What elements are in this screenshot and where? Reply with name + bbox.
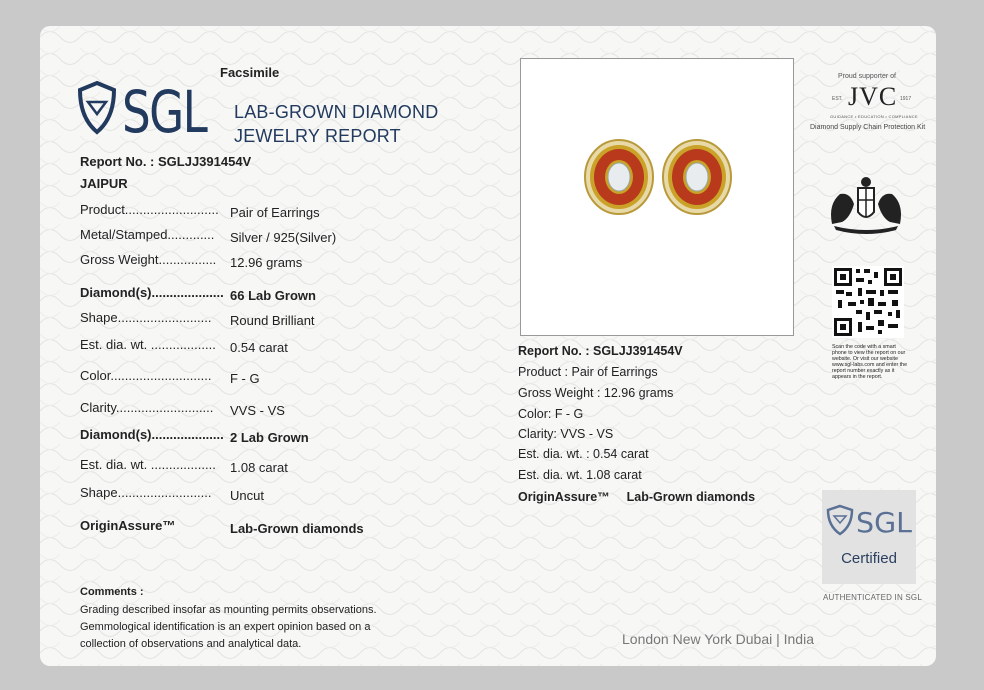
detail-row <box>80 368 260 386</box>
detail-value: 0.54 carat <box>230 340 288 355</box>
detail-label: Clarity........................... <box>80 400 214 415</box>
facsimile-label: Facsimile <box>220 65 280 80</box>
detail-value: Round Brilliant <box>230 313 315 328</box>
detail-row <box>80 485 264 503</box>
jvc-logo: JVC <box>848 82 898 111</box>
detail-label: Color............................ <box>80 368 212 383</box>
detail-label: Est. dia. wt. .................. <box>80 457 216 472</box>
report-title-line2: JEWELRY REPORT <box>234 126 401 146</box>
jvc-est: EST. <box>832 96 843 102</box>
detail-label: Gross Weight................ <box>80 252 217 267</box>
comments-line: Grading described insofar as mounting permits observations. <box>80 604 377 616</box>
coat-of-arms-icon <box>820 174 912 236</box>
detail-row <box>80 202 320 220</box>
authenticated-text: AUTHENTICATED IN SGL <box>823 593 922 602</box>
certified-badge <box>822 490 916 584</box>
certified-label: Certified <box>841 550 897 567</box>
detail-label: Diamond(s).................... <box>80 427 224 442</box>
comments-line: Gemmological identification is an expert opinion based on a <box>80 621 371 633</box>
jvc-year: 1917 <box>900 96 912 102</box>
summary-report-number: Report No. : SGLJJ391454V <box>518 344 683 358</box>
detail-value: Lab-Grown diamonds <box>230 521 364 536</box>
detail-row <box>80 427 309 445</box>
summary-origin-value: Lab-Grown diamonds <box>626 490 756 504</box>
comments-text <box>80 602 420 653</box>
jvc-kit-text: Diamond Supply Chain Protection Kit <box>810 124 926 131</box>
summary-origin-label: OriginAssure™ <box>518 490 610 504</box>
detail-value: 12.96 grams <box>230 255 303 270</box>
report-card <box>40 26 936 666</box>
summary-product: Product : Pair of Earrings <box>518 365 658 379</box>
office-locations: London New York Dubai | India <box>622 631 814 647</box>
detail-row <box>80 337 288 355</box>
detail-value: VVS - VS <box>230 403 285 418</box>
detail-row <box>80 518 364 536</box>
sgl-logo-text: SGL <box>122 78 207 146</box>
detail-label: Shape.......................... <box>80 485 212 500</box>
qr-code[interactable] <box>832 266 904 338</box>
detail-value: F - G <box>230 371 260 386</box>
detail-row <box>80 227 336 245</box>
summary-est-weight-2: Est. dia. wt. 1.08 carat <box>518 468 642 482</box>
summary-color: Color: F - G <box>518 407 584 421</box>
detail-row <box>80 457 288 475</box>
report-title-line1: LAB-GROWN DIAMOND <box>234 102 439 122</box>
detail-label: Shape.......................... <box>80 310 212 325</box>
detail-row <box>80 252 302 270</box>
detail-row <box>80 400 285 418</box>
comments-heading: Comments : <box>80 586 144 598</box>
jvc-tagline: GUIDANCE • EDUCATION • COMPLIANCE <box>830 114 918 119</box>
detail-row <box>80 285 316 303</box>
detail-value: Pair of Earrings <box>230 205 320 220</box>
detail-label: OriginAssure™ <box>80 518 176 533</box>
summary-est-weight-1: Est. dia. wt. : 0.54 carat <box>518 447 649 461</box>
detail-value: Uncut <box>230 488 264 503</box>
detail-label: Est. dia. wt. .................. <box>80 337 216 352</box>
report-city: JAIPUR <box>80 176 128 191</box>
sgl-certified-logo <box>822 490 916 538</box>
report-title <box>234 100 438 148</box>
detail-value: 66 Lab Grown <box>230 288 316 303</box>
earrings-image <box>521 59 793 335</box>
sgl-shield-icon <box>76 80 118 136</box>
summary-origin <box>518 490 755 504</box>
detail-label: Metal/Stamped............. <box>80 227 215 242</box>
detail-value: 1.08 carat <box>230 460 288 475</box>
detail-value: 2 Lab Grown <box>230 430 309 445</box>
summary-gross-weight: Gross Weight : 12.96 grams <box>518 386 674 400</box>
comments-line: collection of observations and analytical data. <box>80 638 302 650</box>
detail-label: Product.......................... <box>80 202 219 217</box>
jvc-supporter-text: Proud supporter of <box>838 73 896 80</box>
report-number: Report No. : SGLJJ391454V <box>80 154 252 169</box>
detail-value: Silver / 925(Silver) <box>230 230 337 245</box>
summary-clarity: Clarity: VVS - VS <box>518 427 614 441</box>
detail-label: Diamond(s).................... <box>80 285 224 300</box>
jewelry-photo <box>520 58 794 336</box>
cert-logo-text: SGL <box>856 506 913 538</box>
detail-row <box>80 310 315 328</box>
qr-scan-instructions: Scan the code with a smart phone to view the report on our website. Or visit our website www.sgl-labs.com and enter the report number exactly as it appears in the report. <box>832 344 908 380</box>
